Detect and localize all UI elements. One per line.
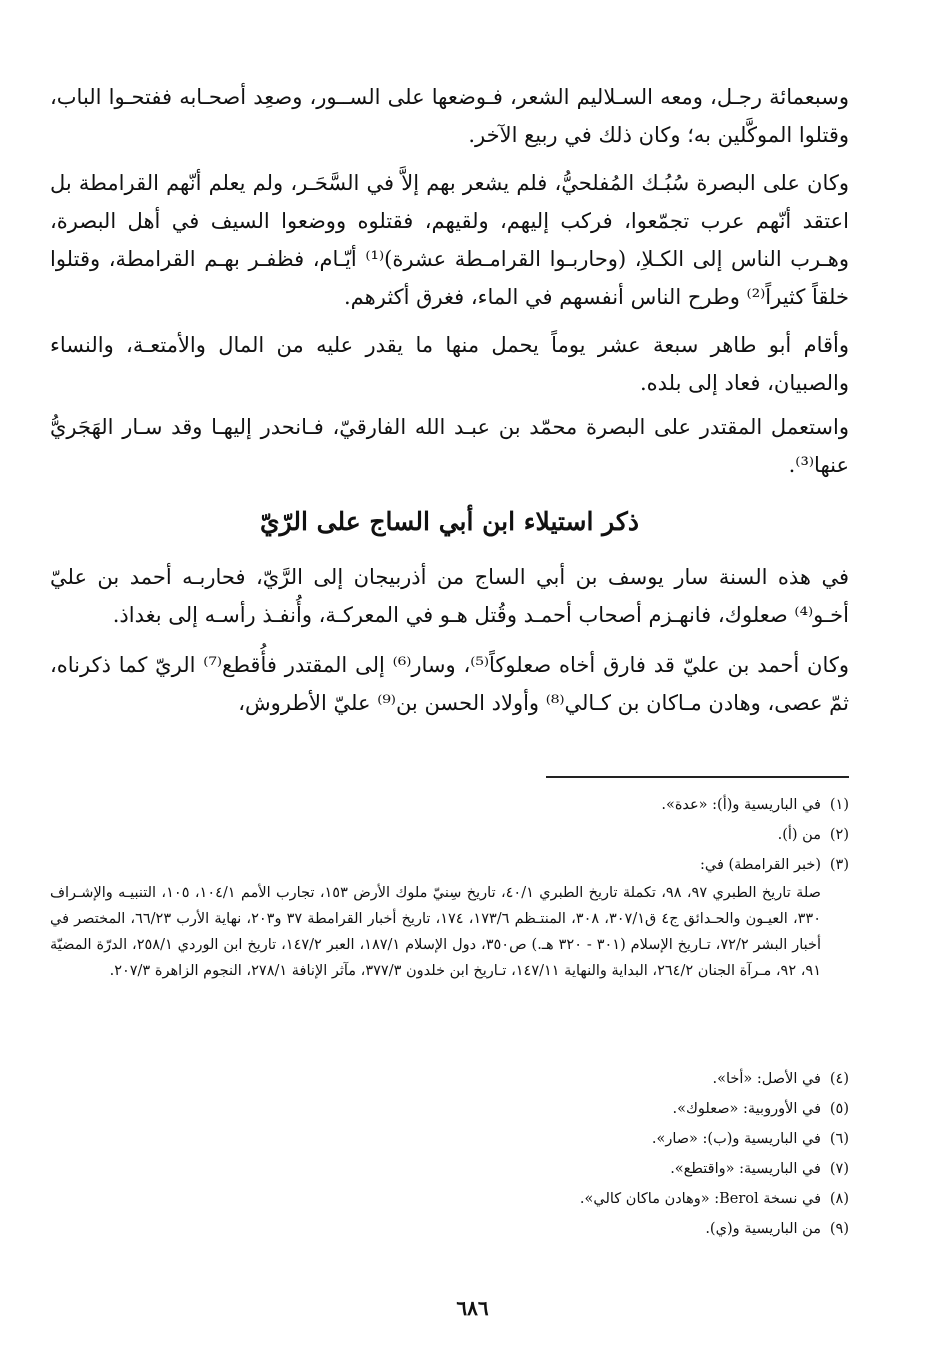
footnote-divider [546, 776, 849, 778]
footnote-7 [50, 1156, 849, 1182]
footnote-2 [50, 822, 849, 848]
footnote-text: في الأصل: «أخا». [712, 1071, 821, 1087]
footnote-text: في الباريسية: «واقتطع». [670, 1161, 821, 1177]
footnote-3-sources: صلة تاريخ الطبري ٩٧، ٩٨، تكملة تاريخ الطبري ٤٠/١، تاريخ سِنيّ ملوك الأرض ١٥٣، تجارب الأمم ١٠٤/١، ١٠٥، التنبيـه والإشـراف ٣٣٠، العيـون والحـدائق ج٤ ق٣٠٧/١، ٣٠٨، المنتـظم ١٧٣/٦، ١٧٤، تاريخ أخبار القرامطة ٣٧ و٢٠٣، نهاية الأرب ٦٦/٢٣، المختصر في أخبار البشر ٧٢/٢، تـاريخ الإسلام (٣٠١ - ٣٢٠ هـ.) ص٣٥٠، دول الإسلام ١٨٧/١، العبر ١٤٧/٢، تاريخ ابن الوردي ٢٥٨/١، الدرّة المضيّة ٩١، ٩٢، مـرآة الجنان ٢٦٤/٢، البداية والنهاية ١٤٧/١١، تـاريخ ابن خلدون ٣٧٧/٣، مآثر الإنافة ٢٧٨/١، النجوم الزاهرة ٢٠٧/٣. [50, 885, 821, 979]
footnote-text: في الباريسية و(ب): «صار». [651, 1131, 821, 1147]
section-heading-block [50, 502, 849, 542]
section-heading: ذكر استيلاء ابن أبي الساج على الرّيّ [260, 507, 639, 536]
footnote-9 [50, 1216, 849, 1242]
paragraph-5: في هذه السنة سار يوسف بن أبي الساج من أذربيجان إلى الرَّيّ، فحاربـه أحمد بن عليّ أخـو⁽⁴⁾ صعلوك، فانهـزم أصحاب أحمـد وقُتل هـو في المعركـة، وأُنفـذ رأسـه إلى بغداذ. [50, 565, 849, 627]
footnote-3 [50, 852, 849, 878]
footnote-number: (٩) [829, 1221, 849, 1237]
footnote-text: في الباريسية و(أ): «عدة». [661, 797, 821, 813]
footnote-number: (٨) [829, 1191, 849, 1207]
footnote-1 [50, 792, 849, 818]
footnote-text: (خبر القرامطة) في: [699, 857, 821, 873]
body-text-bottom [50, 558, 849, 722]
paragraph-2: وكان على البصرة سُبُـك المُفلحيُّ، فلم يشعر بهم إلاَّ في السَّحَـر، ولم يعلم أنّهم القرامطة بل اعتقد أنّهم عرب تجمّعوا، فركب إليهم، ولقيهم، فقتلوه ووضعوا السيف في أهل البصرة، وهـرب الناس إلى الكـلاِ، (وحاربـوا القرامـطة عشرة)⁽¹⁾ أيّـام، فظفـر بهـم القرامطة، وقتلوا خلقاً كثيراً⁽²⁾ وطرح الناس أنفسهم في الماء، فغرق أكثرهم. [50, 171, 850, 309]
footnote-number: (٣) [829, 857, 849, 873]
footnote-number: (٦) [829, 1131, 849, 1147]
body-text-top [50, 78, 849, 484]
paragraph-6: وكان أحمد بن عليّ قد فارق أخاه صعلوكاً⁽⁵⁾، وسار⁽⁶⁾ إلى المقتدر فأُقطع⁽⁷⁾ الريّ كما ذكرناه، ثمّ عصى، وهادن مـاكان بن كـالي⁽⁸⁾ وأولاد الحسن بن⁽⁹⁾ عليّ الأطروش، [50, 653, 849, 715]
footnote-text: من الباريسية و(ي). [705, 1221, 821, 1237]
paragraph-4: واستعمل المقتدر على البصرة محمّد بن عبـد الله الفارقيّ، فـانحدر إليهـا وقد سـار الهَجَريُّ عنها⁽³⁾. [50, 415, 849, 477]
footnote-number: (٤) [829, 1071, 849, 1087]
footnote-text: من (أ). [777, 827, 821, 843]
paragraph-3: وأقام أبو طاهر سبعة عشر يوماً يحمل منها ما يقدر عليه من المال والأمتعـة، والنساء والصبيان، فعاد إلى بلده. [50, 333, 849, 395]
footnote-8 [50, 1186, 849, 1212]
paragraph-1: وسبعمائة رجـل، ومعه السـلاليم الشعر، فـوضعها على الســور، وصعِد أصحـابه ففتحـوا الباب، وقتلوا الموكَّلين به؛ وكان ذلك في ربيع الآخر. [50, 85, 849, 147]
page-number: ٦٨٦ [456, 1296, 489, 1320]
footnote-text: في نسخة Berol: «وهادن ماكان كالي». [579, 1191, 821, 1207]
footnote-number: (١) [829, 797, 849, 813]
footnote-number: (٢) [829, 827, 849, 843]
footnote-5 [50, 1096, 849, 1122]
footnote-text: في الأوروبية: «صعلوك». [672, 1101, 821, 1117]
footnote-number: (٥) [829, 1101, 849, 1117]
footnote-number: (٧) [829, 1161, 849, 1177]
footnote-6 [50, 1126, 849, 1152]
footnote-4 [50, 1066, 849, 1092]
